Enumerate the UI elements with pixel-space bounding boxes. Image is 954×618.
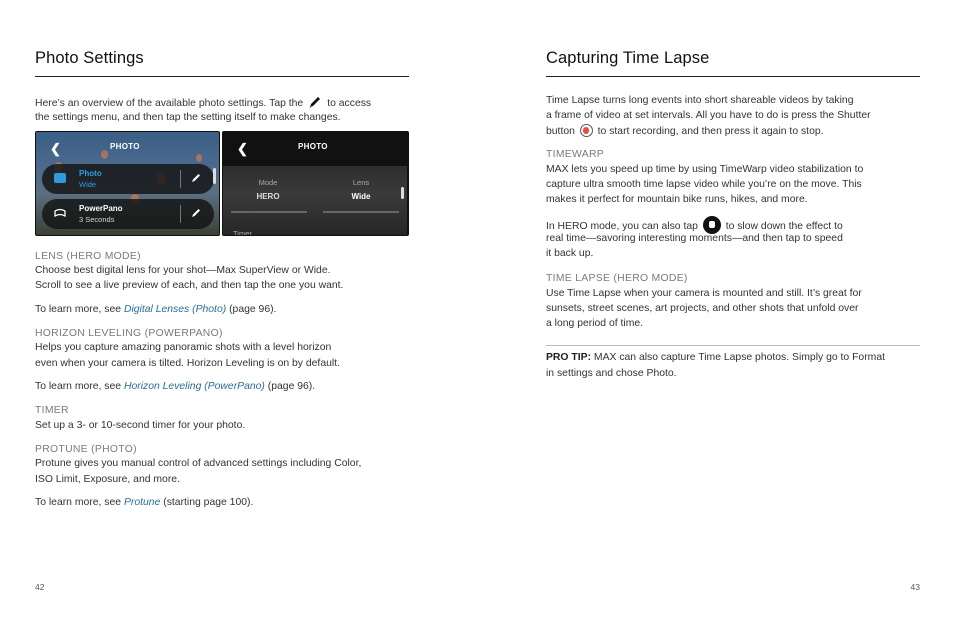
intro-text: Here’s an overview of the available photo settings. Tap the xyxy=(35,98,304,109)
page-number: 42 xyxy=(35,582,45,592)
link-horizon-leveling[interactable]: Horizon Leveling (PowerPano) xyxy=(123,381,265,392)
time-lapse-text-2: sunsets, street scenes, art projects, and other shots that unfold over xyxy=(546,303,859,314)
page-title: Capturing Time Lapse xyxy=(546,49,710,67)
lens-value[interactable]: Wide xyxy=(351,192,371,201)
timewarp-text-1: MAX lets you speed up time by using TimeWarp video stabilization to xyxy=(546,164,864,175)
learn-more-suffix: (page 96). xyxy=(264,381,316,392)
intro-paragraph xyxy=(35,95,409,111)
separator xyxy=(180,205,181,223)
settings-screen-photo-list xyxy=(35,131,220,236)
pro-tip-label: PRO TIP: xyxy=(546,352,592,363)
lens-text-1: Choose best digital lens for your shot—Max SuperView or Wide. xyxy=(35,265,331,276)
horizon-text-1: Helps you capture amazing panoramic shots with a level horizon xyxy=(35,342,332,353)
learn-more-prefix: To learn more, see xyxy=(35,497,124,508)
intro-line-3 xyxy=(546,124,920,139)
scrollbar[interactable] xyxy=(401,187,404,199)
title-divider xyxy=(35,76,409,77)
pro-tip-line-1 xyxy=(546,350,920,365)
timewarp-text-2: capture ultra smooth time lapse video while you’re on the move. This xyxy=(546,179,862,190)
hero-text: In HERO mode, you can also tap xyxy=(546,221,698,232)
pro-tip-text: MAX can also capture Time Lapse photos. Simply go to Format xyxy=(591,352,885,363)
lens-text-2: Scroll to see a live preview of each, and then tap the one you want. xyxy=(35,280,344,291)
learn-more-suffix: (page 96). xyxy=(226,304,277,315)
setting-item-powerpano[interactable] xyxy=(42,199,214,229)
section-heading-protune: PROTUNE (PHOTO) xyxy=(35,444,137,455)
panorama-icon xyxy=(54,208,66,218)
learn-more-suffix: (starting page 100). xyxy=(160,497,254,508)
hero-mode-line-2: real time—savoring interesting moments—and then tap to speed xyxy=(546,233,843,244)
learn-more-prefix: To learn more, see xyxy=(35,304,124,315)
intro-text-after: to start recording, and then press it again to stop. xyxy=(597,126,824,137)
section-heading-timer: TIMER xyxy=(35,405,69,416)
pro-tip-line-2: in settings and chose Photo. xyxy=(546,368,677,379)
horizon-learn-more xyxy=(35,379,409,394)
shutter-button-icon xyxy=(580,124,593,137)
time-lapse-text-3: a long period of time. xyxy=(546,318,644,329)
link-digital-lenses[interactable]: Digital Lenses (Photo) xyxy=(123,304,227,315)
setting-value: Wide xyxy=(79,180,97,189)
screen-title: PHOTO xyxy=(298,142,328,151)
pencil-icon[interactable] xyxy=(190,207,202,219)
setting-label: Photo xyxy=(79,169,102,178)
preview-background xyxy=(223,166,407,236)
timer-label-partial: Timer xyxy=(233,229,252,236)
page-title: Photo Settings xyxy=(35,49,144,67)
lens-label: Lens xyxy=(352,178,370,187)
chevron-left-icon[interactable]: ❮ xyxy=(237,141,248,156)
right-page xyxy=(546,0,920,618)
section-heading-time-lapse: TIME LAPSE (HERO MODE) xyxy=(546,273,688,284)
hero-mode-line-3: it back up. xyxy=(546,248,594,259)
link-protune[interactable]: Protune xyxy=(123,497,161,508)
setting-value: 3 Seconds xyxy=(79,215,115,224)
section-heading-lens: LENS (HERO MODE) xyxy=(35,251,141,262)
lens-learn-more xyxy=(35,302,409,317)
pencil-icon[interactable] xyxy=(190,172,202,184)
protune-learn-more xyxy=(35,495,409,510)
page-number: 43 xyxy=(910,582,920,592)
lens-underline xyxy=(323,211,399,213)
intro-line-2: the settings menu, and then tap the setting itself to make changes. xyxy=(35,112,341,123)
section-heading-horizon: HORIZON LEVELING (POWERPANO) xyxy=(35,328,223,339)
timewarp-text-3: makes it perfect for mountain bike runs, hikes, and more. xyxy=(546,194,808,205)
settings-screen-photo-mode xyxy=(222,131,409,236)
section-heading-timewarp: TIMEWARP xyxy=(546,149,605,160)
protune-text-1: Protune gives you manual control of advanced settings including Color, xyxy=(35,458,362,469)
screen-title: PHOTO xyxy=(110,142,140,151)
intro-line-1: Time Lapse turns long events into short shareable videos by taking xyxy=(546,95,854,106)
setting-label: PowerPano xyxy=(79,204,123,213)
timer-text-1: Set up a 3- or 10-second timer for your photo. xyxy=(35,420,246,431)
title-divider xyxy=(546,76,920,77)
setting-item-photo[interactable] xyxy=(42,164,214,194)
time-lapse-text-1: Use Time Lapse when your camera is mounted and still. It’s great for xyxy=(546,288,862,299)
mode-label: Mode xyxy=(258,178,278,187)
protune-text-2: ISO Limit, Exposure, and more. xyxy=(35,474,180,485)
photo-mode-icon xyxy=(54,173,66,183)
mode-value[interactable]: HERO xyxy=(256,192,280,201)
pro-tip-divider xyxy=(546,345,920,346)
left-page xyxy=(35,0,409,618)
hero-text-after: to slow down the effect to xyxy=(725,221,843,232)
pencil-icon xyxy=(307,95,323,109)
scrollbar[interactable] xyxy=(213,168,216,184)
learn-more-prefix: To learn more, see xyxy=(35,381,124,392)
mode-underline xyxy=(231,211,307,213)
intro-text: button xyxy=(546,126,575,137)
intro-line-2: a frame of video at set intervals. All you have to do is press the Shutter xyxy=(546,110,871,121)
chevron-left-icon[interactable]: ❮ xyxy=(50,141,61,156)
intro-text-after: to access xyxy=(327,98,372,109)
horizon-text-2: even when your camera is tilted. Horizon Leveling is on by default. xyxy=(35,358,340,369)
separator xyxy=(180,170,181,188)
